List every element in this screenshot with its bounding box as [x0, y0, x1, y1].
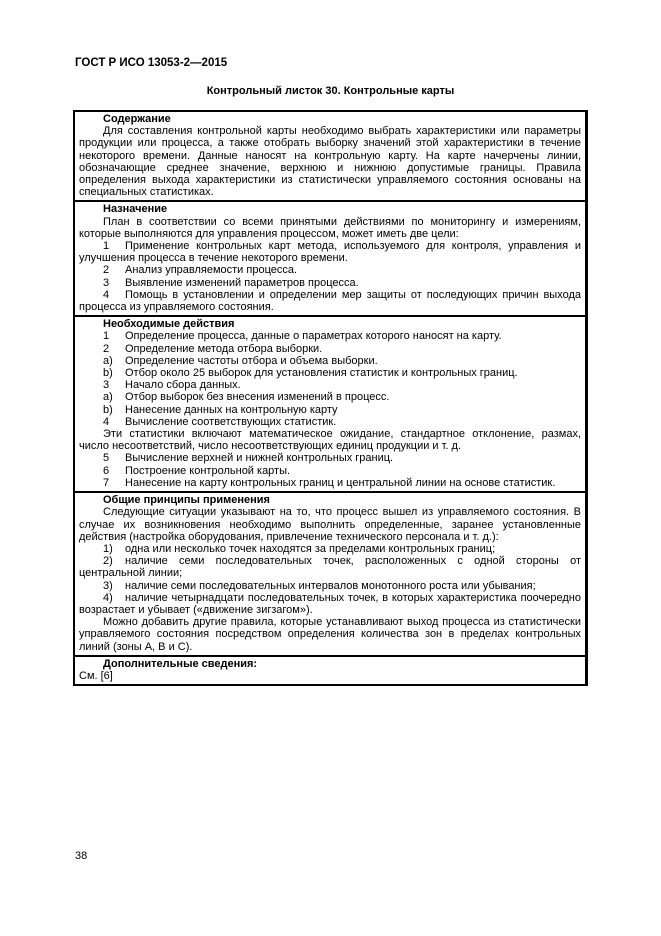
page-title: Контрольный листок 30. Контрольные карты [206, 85, 455, 97]
item-number: 2 [103, 264, 110, 277]
item-number: 5 [103, 452, 110, 465]
section-heading: Общие принципы применения [103, 494, 270, 507]
item-number: a) [103, 391, 113, 404]
list-item [79, 580, 581, 592]
list-item [79, 465, 581, 477]
item-text: Отбор около 25 выборок для установления статистик и контрольных границ. [125, 367, 518, 380]
item-text: Анализ управляемости процесса. [125, 264, 298, 277]
item-number: 1) [103, 542, 113, 555]
item-number: 2) [103, 555, 113, 568]
item-number: a) [103, 354, 113, 367]
list-item [79, 379, 581, 391]
item-text: Определение метода отбора выборки. [125, 342, 323, 355]
item-text: Отбор выборок без внесения изменений в процесс. [125, 391, 390, 404]
item-text: Определение процесса, данные о параметрах которого наносят на карту. [125, 330, 502, 343]
item-text: одна или несколько точек находятся за пределами контрольных границ; [125, 542, 496, 555]
item-number: b) [103, 403, 113, 416]
section-required-actions [75, 315, 585, 491]
item-text: наличие семи последовательных точек, расположенных с одной стороны от центральной линии; [79, 555, 581, 580]
item-text: Определение частоты отбора и объема выборки. [125, 354, 378, 367]
item-number: 3) [103, 579, 113, 592]
section-heading: Необходимые действия [103, 318, 235, 331]
item-number: 2 [103, 342, 110, 355]
item-number: b) [103, 367, 113, 380]
standard-designation: ГОСТ Р ИСО 13053-2—2015 [75, 57, 228, 69]
item-number: 6 [103, 464, 110, 477]
item-text: Начало сбора данных. [125, 379, 241, 392]
section-heading: Назначение [103, 203, 168, 216]
item-text: Нанесение данных на контрольную карту [125, 403, 338, 416]
item-text: наличие семи последовательных интервалов монотонного роста или убывания; [125, 579, 536, 592]
paragraph: Эти статистики включают математическое ожидание, стандартное отклонение, размах, число несоответствий, число несоответствующих единиц продукции и т. д. [79, 428, 581, 453]
list-item [79, 543, 581, 555]
item-text: наличие четырнадцати последовательных точек, в которых характеристика поочередно возрастает и убывает («движение зигзагом»). [79, 591, 581, 616]
list-item [79, 355, 581, 367]
list-item [79, 330, 581, 342]
item-number: 4) [103, 591, 113, 604]
item-number: 7 [103, 476, 110, 489]
item-number: 4 [103, 288, 110, 301]
item-number: 1 [103, 330, 110, 343]
item-text: Вычисление соответствующих статистик. [125, 415, 337, 428]
item-text: Применение контрольных карт метода, используемого для контроля, управления и улучшения процесса в течение некоторого времени. [79, 240, 581, 265]
list-item [79, 555, 581, 579]
section-content [75, 112, 585, 200]
section-purpose [75, 200, 585, 315]
paragraph: Для составления контрольной карты необходимо выбрать характеристики или параметры продукции или процесса, а также отобрать выборку значений этой характеристики в течение некоторого времени. Данные наносят на контрольную карту. На карте начерчены линии, обозначающие среднее значение, верхнюю и нижнюю допустимые границы. Правила определения выхода характеристики из статистически управляемого состояния основаны на специальных статистиках. [79, 125, 581, 199]
list-item [79, 404, 581, 416]
list-item [79, 264, 581, 276]
paragraph: План в соответствии со всеми принятыми действиями по мониторингу и измерениям, которые выполняются для управления процессом, может иметь две цели: [79, 215, 581, 240]
list-item [79, 416, 581, 428]
section-heading: Содержание [103, 113, 171, 125]
item-text: Помощь в установлении и определении мер защиты от последующих причин выхода процесса из управляемого состояния. [79, 288, 581, 314]
list-item [79, 592, 581, 616]
paragraph: Следующие ситуации указывают на то, что процесс вышел из управляемого состояния. В случае их возникновения необходимо выполнить определенные, заранее установленные действия (настройка оборудования, привлечение технического персонала и т. д.): [79, 506, 581, 543]
control-sheet-table [73, 110, 588, 686]
item-text: Вычисление верхней и нижней контрольных границ. [125, 452, 394, 465]
list-item [79, 452, 581, 464]
list-item [79, 289, 581, 313]
list-item [79, 343, 581, 355]
item-text: Построение контрольной карты. [125, 464, 291, 477]
item-text: Выявление изменений параметров процесса. [125, 276, 359, 289]
section-heading: Дополнительные сведения: [103, 657, 258, 670]
list-item [79, 240, 581, 264]
page-number: 38 [75, 850, 88, 862]
list-item [79, 391, 581, 403]
paragraph: Можно добавить другие правила, которые устанавливают выход процесса из статистически управляемого состояния посредством определения количества зон в пределах контрольных линий (зоны А, В и С). [79, 616, 581, 653]
list-item [79, 367, 581, 379]
section-additional-info [75, 655, 585, 684]
item-number: 3 [103, 276, 110, 289]
item-number: 4 [103, 415, 110, 428]
reference-text: См. [6] [79, 669, 113, 682]
section-general-principles [75, 491, 585, 655]
list-item [79, 477, 581, 489]
list-item [79, 277, 581, 289]
item-text: Нанесение на карту контрольных границ и центральной линии на основе статистик. [125, 476, 556, 489]
item-number: 3 [103, 379, 110, 392]
item-number: 1 [103, 240, 110, 253]
